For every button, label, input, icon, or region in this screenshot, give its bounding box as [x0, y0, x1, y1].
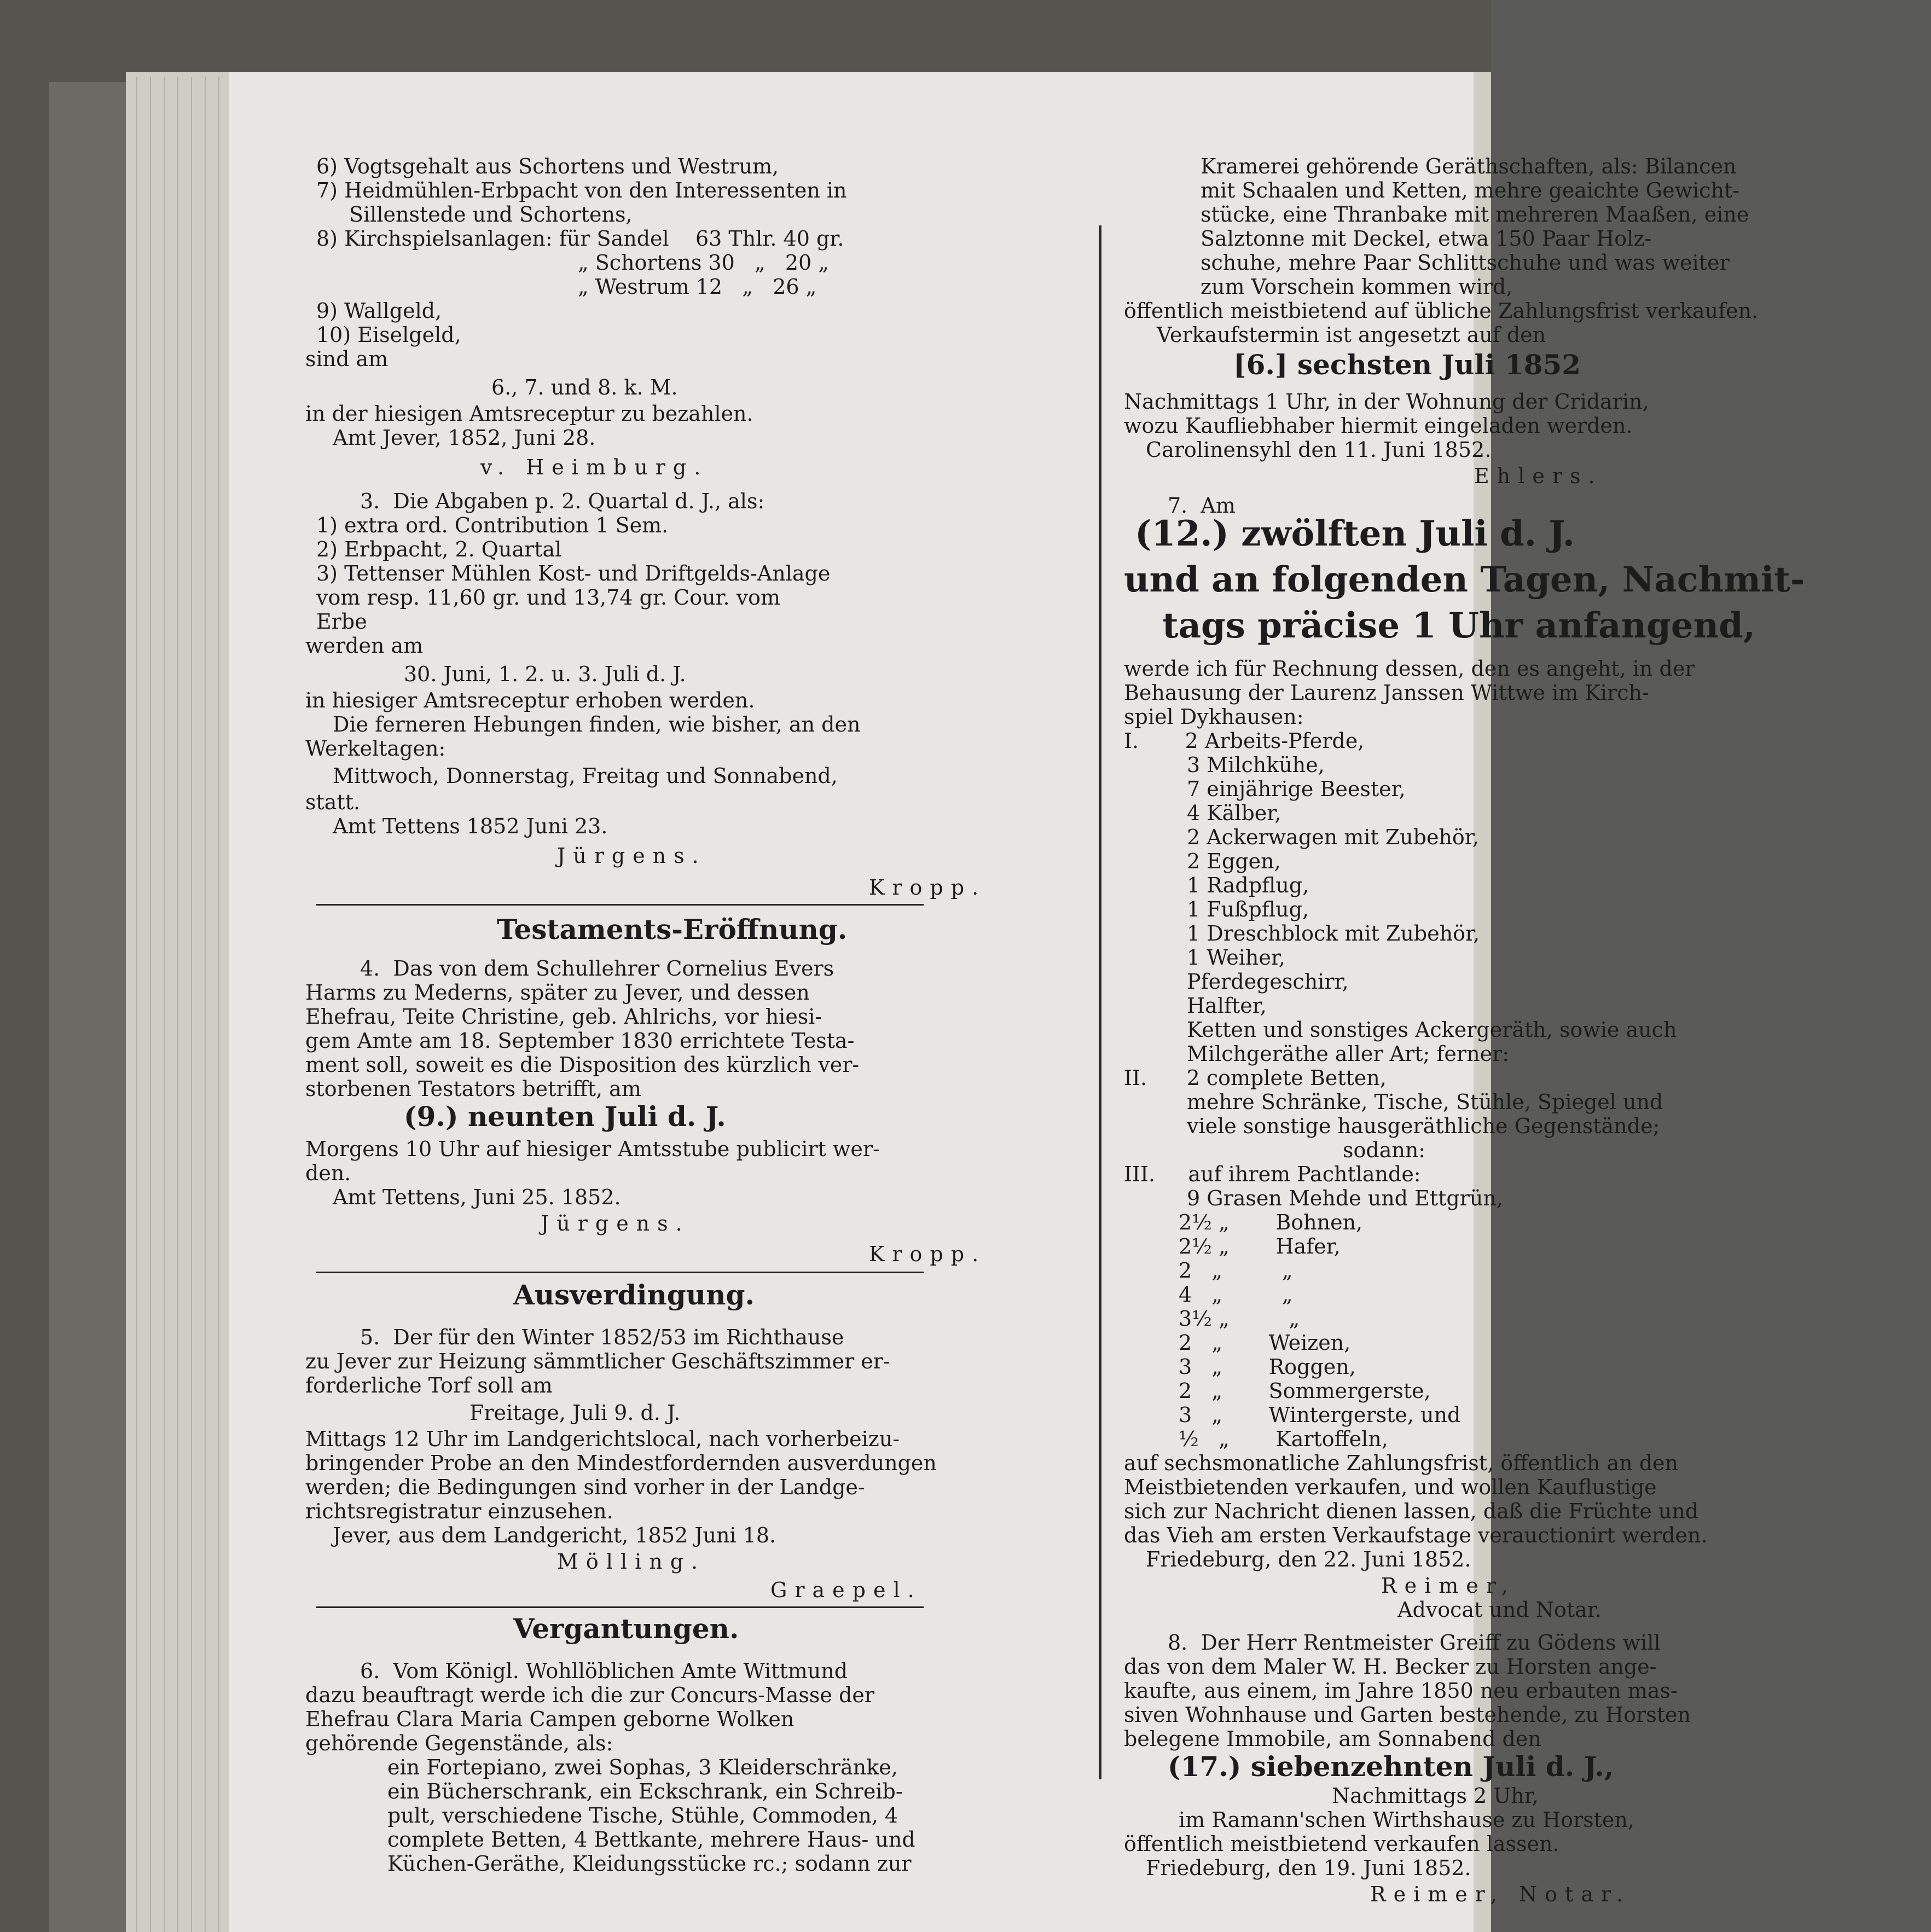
text-line: auf sechsmonatliche Zahlungsfrist, öffentlich an den — [1124, 1451, 1678, 1475]
text-line: im Ramann'schen Wirthshause zu Horsten, — [1179, 1808, 1634, 1832]
text-line: spiel Dykhausen: — [1124, 705, 1304, 729]
text-line: 1 Weiher, — [1187, 945, 1285, 970]
text-line: Kramerei gehörende Geräthschaften, als: Bilancen — [1201, 154, 1737, 178]
text-line: 3 „ Roggen, — [1179, 1355, 1356, 1379]
text-line: 2 Ackerwagen mit Zubehör, — [1187, 825, 1479, 849]
text-line: Reimer, Notar. — [1370, 1882, 1631, 1906]
text-line: 1 Dreschblock mit Zubehör, — [1187, 921, 1480, 945]
text-line: 6., 7. und 8. k. M. — [491, 375, 678, 399]
text-line: Pferdegeschirr, — [1187, 970, 1349, 994]
text-line: I. 2 Arbeits-Pferde, — [1124, 729, 1365, 753]
text-line: Werkeltagen: — [305, 736, 446, 761]
text-line: III. auf ihrem Pachtlande: — [1124, 1162, 1421, 1186]
text-line: Jürgens. — [541, 1211, 690, 1235]
date-heading: (17.) siebenzehnten Juli d. J., — [1168, 1750, 1614, 1783]
text-line: Friedeburg, den 22. Juni 1852. — [1146, 1547, 1471, 1571]
text-line: 2½ „ Bohnen, — [1179, 1210, 1363, 1234]
text-line: 30. Juni, 1. 2. u. 3. Juli d. J. — [404, 662, 686, 686]
column-divider — [1099, 225, 1101, 1779]
text-line: 9 Grasen Mehde und Ettgrün, — [1187, 1186, 1503, 1210]
text-line: 10) Eiselgeld, — [316, 323, 461, 347]
text-line: 7 einjährige Beester, — [1187, 777, 1406, 801]
text-line: Amt Tettens, Juni 25. 1852. — [333, 1185, 621, 1209]
text-line: werden; die Bedingungen sind vorher in der Landge- — [305, 1475, 865, 1499]
text-line: complete Betten, 4 Bettkante, mehrere Haus- und — [387, 1827, 915, 1852]
text-line: zu Jever zur Heizung sämmtlicher Geschäftszimmer er- — [305, 1349, 890, 1373]
page-sheet — [229, 72, 1805, 1932]
text-line: stücke, eine Thranbake mit mehreren Maaßen, eine — [1201, 202, 1749, 227]
text-line: öffentlich meistbietend auf übliche Zahlungsfrist verkaufen. — [1124, 299, 1759, 323]
text-line: wozu Kaufliebhaber hiermit eingeladen werden. — [1124, 414, 1633, 438]
text-line: 6. Vom Königl. Wohllöblichen Amte Wittmund — [360, 1659, 848, 1683]
text-line: mehre Schränke, Tische, Stühle, Spiegel und — [1187, 1090, 1663, 1114]
text-line: 4 „ „ — [1179, 1283, 1293, 1307]
text-line: siven Wohnhause und Garten bestehende, zu Horsten — [1124, 1703, 1691, 1727]
text-line: Graepel. — [770, 1578, 922, 1602]
text-line: 8) Kirchspielsanlagen: für Sandel 63 Thlr. 40 gr. — [316, 227, 844, 251]
section-heading: Ausverdingung. — [513, 1279, 755, 1311]
text-line: Erbe — [316, 610, 367, 634]
text-line: 3) Tettenser Mühlen Kost- und Driftgelds-Anlage — [316, 561, 831, 585]
text-line: Freitage, Juli 9. d. J. — [469, 1401, 681, 1425]
date-heading: [6.] sechsten Juli 1852 — [1233, 349, 1581, 381]
text-line: mit Schaalen und Ketten, mehre geaichte Gewicht- — [1201, 178, 1740, 202]
text-line: Amt Tettens 1852 Juni 23. — [333, 814, 608, 838]
text-line: 2 „ Weizen, — [1179, 1331, 1351, 1355]
text-line: Milchgeräthe aller Art; ferner: — [1187, 1042, 1510, 1066]
text-line: 1 Fußpflug, — [1187, 897, 1309, 921]
text-line: ein Bücherschrank, ein Eckschrank, ein Schreib- — [387, 1779, 903, 1803]
section-rule — [316, 1606, 924, 1608]
text-line: ein Fortepiano, zwei Sophas, 3 Kleiderschränke, — [387, 1755, 898, 1779]
text-line: Friedeburg, den 19. Juni 1852. — [1146, 1856, 1471, 1880]
text-line: Nachmittags 1 Uhr, in der Wohnung der Cridarin, — [1124, 390, 1649, 414]
text-line: 1 Radpflug, — [1187, 873, 1309, 897]
text-line: Mittwoch, Donnerstag, Freitag und Sonnabend, — [333, 764, 838, 788]
text-line: Nachmittags 2 Uhr, — [1332, 1784, 1539, 1808]
text-line: öffentlich meistbietend verkaufen lassen. — [1124, 1832, 1559, 1856]
text-line: v. Heimburg. — [480, 455, 709, 479]
text-line: gehörende Gegenstände, als: — [305, 1731, 613, 1755]
text-line: forderliche Torf soll am — [305, 1373, 553, 1397]
text-line: 3½ „ „ — [1179, 1307, 1300, 1331]
text-line: Verkaufstermin ist angesetzt auf den — [1157, 323, 1546, 347]
text-line: schuhe, mehre Paar Schlittschuhe und was weiter — [1201, 251, 1730, 275]
text-line: Küchen-Geräthe, Kleidungsstücke rc.; sodann zur — [387, 1852, 912, 1876]
text-line: das von dem Maler W. H. Becker zu Horsten ange- — [1124, 1655, 1657, 1679]
text-line: Kropp. — [869, 1242, 987, 1266]
text-line: 2) Erbpacht, 2. Quartal — [316, 537, 562, 561]
text-line: pult, verschiedene Tische, Stühle, Commoden, 4 — [387, 1803, 898, 1827]
auction-heading: (12.) zwölften Juli d. J. — [1135, 513, 1575, 554]
text-line: werde ich für Rechnung dessen, den es angeht, in der — [1124, 657, 1695, 681]
text-line: Mölling. — [557, 1550, 706, 1574]
text-line: bringender Probe an den Mindestfordernden ausverdungen — [305, 1451, 937, 1475]
text-line: 7) Heidmühlen-Erbpacht von den Interessenten in — [316, 178, 847, 202]
text-line: Mittags 12 Uhr im Landgerichtslocal, nach vorherbeizu- — [305, 1427, 900, 1451]
text-line: gem Amte am 18. September 1830 errichtete Testa- — [305, 1029, 855, 1053]
text-line: in der hiesigen Amtsreceptur zu bezahlen. — [305, 402, 753, 426]
text-line: 4. Das von dem Schullehrer Cornelius Evers — [360, 956, 834, 980]
text-line: II. 2 complete Betten, — [1124, 1066, 1387, 1090]
text-line: Harms zu Mederns, später zu Jever, und dessen — [305, 980, 810, 1005]
text-line: 6) Vogtsgehalt aus Schortens und Westrum, — [316, 154, 779, 178]
text-line: zum Vorschein kommen wird, — [1201, 275, 1513, 299]
section-heading: Vergantungen. — [513, 1612, 739, 1645]
text-line: 2 „ Sommergerste, — [1179, 1379, 1431, 1403]
text-line: Amt Jever, 1852, Juni 28. — [333, 426, 596, 450]
section-heading: Testaments-Eröffnung. — [497, 913, 848, 945]
text-line: Salztonne mit Deckel, etwa 150 Paar Holz- — [1201, 227, 1652, 251]
text-line: kaufte, aus einem, im Jahre 1850 neu erbauten mas- — [1124, 1679, 1678, 1703]
text-line: belegene Immobile, am Sonnabend den — [1124, 1727, 1541, 1751]
text-line: Ehlers. — [1474, 464, 1603, 488]
text-line: Ehefrau, Teite Christine, geb. Ahlrichs, vor hiesi- — [305, 1005, 822, 1029]
section-rule — [316, 1272, 924, 1273]
text-line: Advocat und Notar. — [1397, 1598, 1602, 1622]
text-line: sodann: — [1343, 1138, 1426, 1162]
text-line: den. — [305, 1161, 351, 1185]
text-line: dazu beauftragt werde ich die zur Concurs-Masse der — [305, 1683, 874, 1707]
text-line: 2½ „ Hafer, — [1179, 1234, 1341, 1258]
text-line: Jürgens. — [557, 844, 706, 868]
text-line: 2 Eggen, — [1187, 849, 1281, 873]
text-line: 1) extra ord. Contribution 1 Sem. — [316, 513, 669, 537]
section-heading: (9.) neunten Juli d. J. — [404, 1100, 726, 1133]
text-line: Ehefrau Clara Maria Campen geborne Wolken — [305, 1707, 795, 1731]
text-line: ment soll, soweit es die Disposition des kürzlich ver- — [305, 1053, 860, 1077]
text-line: 5. Der für den Winter 1852/53 im Richthause — [360, 1325, 844, 1349]
auction-heading: tags präcise 1 Uhr anfangend, — [1162, 605, 1756, 646]
text-line: 9) Wallgeld, — [316, 299, 442, 323]
text-line: sich zur Nachricht dienen lassen, daß die Früchte und — [1124, 1499, 1699, 1523]
text-line: vom resp. 11,60 gr. und 13,74 gr. Cour. vom — [316, 585, 781, 610]
text-line: Kropp. — [869, 875, 987, 900]
text-line: storbenen Testators betrifft, am — [305, 1077, 641, 1101]
text-line: viele sonstige hausgeräthliche Gegenstände; — [1187, 1114, 1660, 1138]
text-line: Carolinensyhl den 11. Juni 1852. — [1146, 438, 1492, 462]
text-line: Jever, aus dem Landgericht, 1852 Juni 18. — [333, 1523, 776, 1547]
text-line: statt. — [305, 790, 361, 814]
text-line: werden am — [305, 634, 424, 658]
text-line: 8. Der Herr Rentmeister Greiff zu Gödens will — [1168, 1631, 1661, 1655]
text-line: 3 „ Wintergerste, und — [1179, 1403, 1461, 1427]
text-line: sind am — [305, 347, 388, 371]
text-line: „ Westrum 12 „ 26 „ — [578, 275, 817, 299]
text-line: „ Schortens 30 „ 20 „ — [578, 251, 830, 275]
text-line: 3. Die Abgaben p. 2. Quartal d. J., als: — [360, 489, 765, 513]
text-line: Morgens 10 Uhr auf hiesiger Amtsstube publicirt wer- — [305, 1137, 880, 1161]
text-line: das Vieh am ersten Verkaufstage verauctionirt werden. — [1124, 1523, 1708, 1547]
text-line: Halfter, — [1187, 994, 1267, 1018]
text-line: 7. Am — [1168, 494, 1236, 518]
text-line: 4 Kälber, — [1187, 801, 1281, 825]
text-line: Die ferneren Hebungen finden, wie bisher, an den — [333, 712, 861, 736]
text-line: 2 „ „ — [1179, 1258, 1293, 1283]
section-rule — [316, 904, 924, 906]
auction-heading: und an folgenden Tagen, Nachmit- — [1124, 559, 1805, 600]
text-line: Meistbietenden verkaufen, und wollen Kauflustige — [1124, 1475, 1657, 1499]
text-line: Reimer, — [1381, 1574, 1516, 1598]
text-line: in hiesiger Amtsreceptur erhoben werden. — [305, 688, 755, 712]
text-line: 3 Milchkühe, — [1187, 753, 1325, 777]
text-line: Behausung der Laurenz Janssen Wittwe im Kirch- — [1124, 681, 1649, 705]
text-line: ½ „ Kartoffeln, — [1179, 1427, 1388, 1451]
text-line: Ketten und sonstiges Ackergeräth, sowie auch — [1187, 1018, 1677, 1042]
text-line: Sillenstede und Schortens, — [349, 202, 633, 227]
text-line: richtsregistratur einzusehen. — [305, 1499, 613, 1523]
